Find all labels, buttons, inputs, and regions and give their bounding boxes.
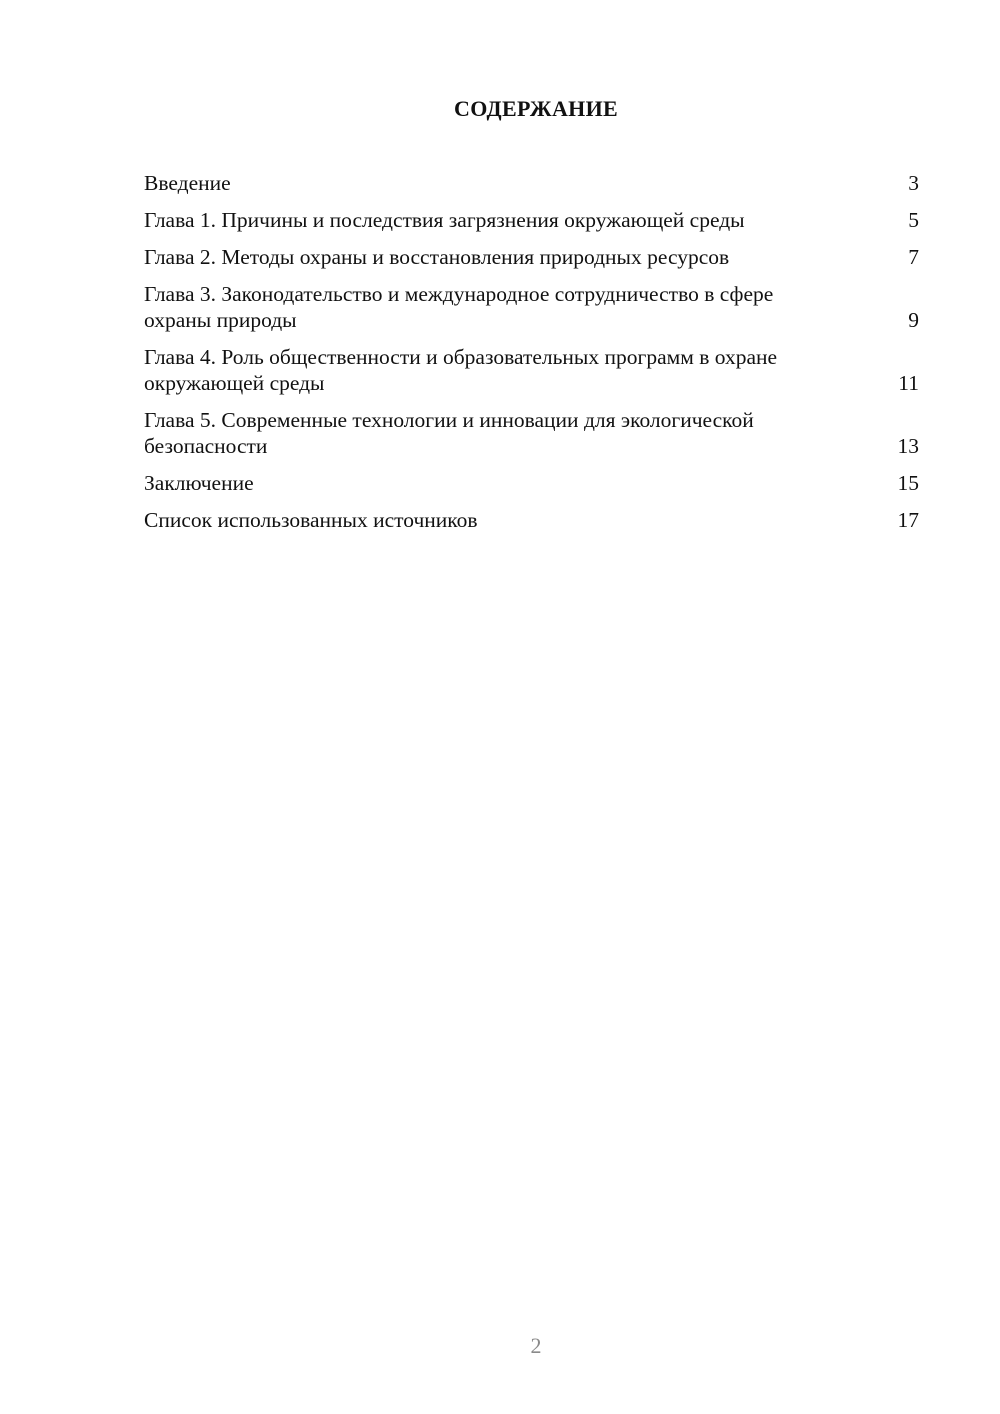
- toc-entry-page: 15: [897, 471, 919, 495]
- toc-entry-chapter-4: [144, 344, 919, 396]
- toc-entry-chapter-1: [144, 207, 919, 233]
- toc-entry-page: 9: [908, 308, 919, 332]
- page-number: 2: [530, 1333, 542, 1358]
- table-of-contents: [144, 170, 919, 544]
- toc-entry-chapter-5: [144, 407, 919, 459]
- page-title: СОДЕРЖАНИЕ: [454, 96, 618, 121]
- toc-entry-chapter-2: [144, 244, 919, 270]
- toc-entry-page: 5: [908, 208, 919, 232]
- toc-entry-page: 11: [898, 371, 919, 395]
- toc-entry-text: Глава 5. Современные технологии и инновации для экологической безопасности: [144, 408, 754, 458]
- toc-entry-page: 3: [908, 171, 919, 195]
- toc-entry-text: Глава 4. Роль общественности и образовательных программ в охране окружающей среды: [144, 345, 778, 395]
- toc-entry-page: 17: [897, 508, 919, 532]
- toc-entry-text: Глава 3. Законодательство и международное сотрудничество в сфере охраны природы: [144, 282, 774, 332]
- toc-entry-text: Глава 2. Методы охраны и восстановления природных ресурсов: [144, 245, 730, 269]
- toc-entry-chapter-3: [144, 281, 919, 333]
- toc-entry-page: 7: [908, 245, 919, 269]
- toc-entry-text: Заключение: [144, 471, 254, 495]
- toc-entry-text: Введение: [144, 171, 231, 195]
- toc-entry-conclusion: [144, 470, 919, 496]
- toc-entry-references: [144, 507, 919, 533]
- toc-entry-text: Глава 1. Причины и последствия загрязнения окружающей среды: [144, 208, 745, 232]
- toc-entry-page: 13: [897, 434, 919, 458]
- toc-entry-text: Список использованных источников: [144, 508, 478, 532]
- toc-entry-introduction: [144, 170, 919, 196]
